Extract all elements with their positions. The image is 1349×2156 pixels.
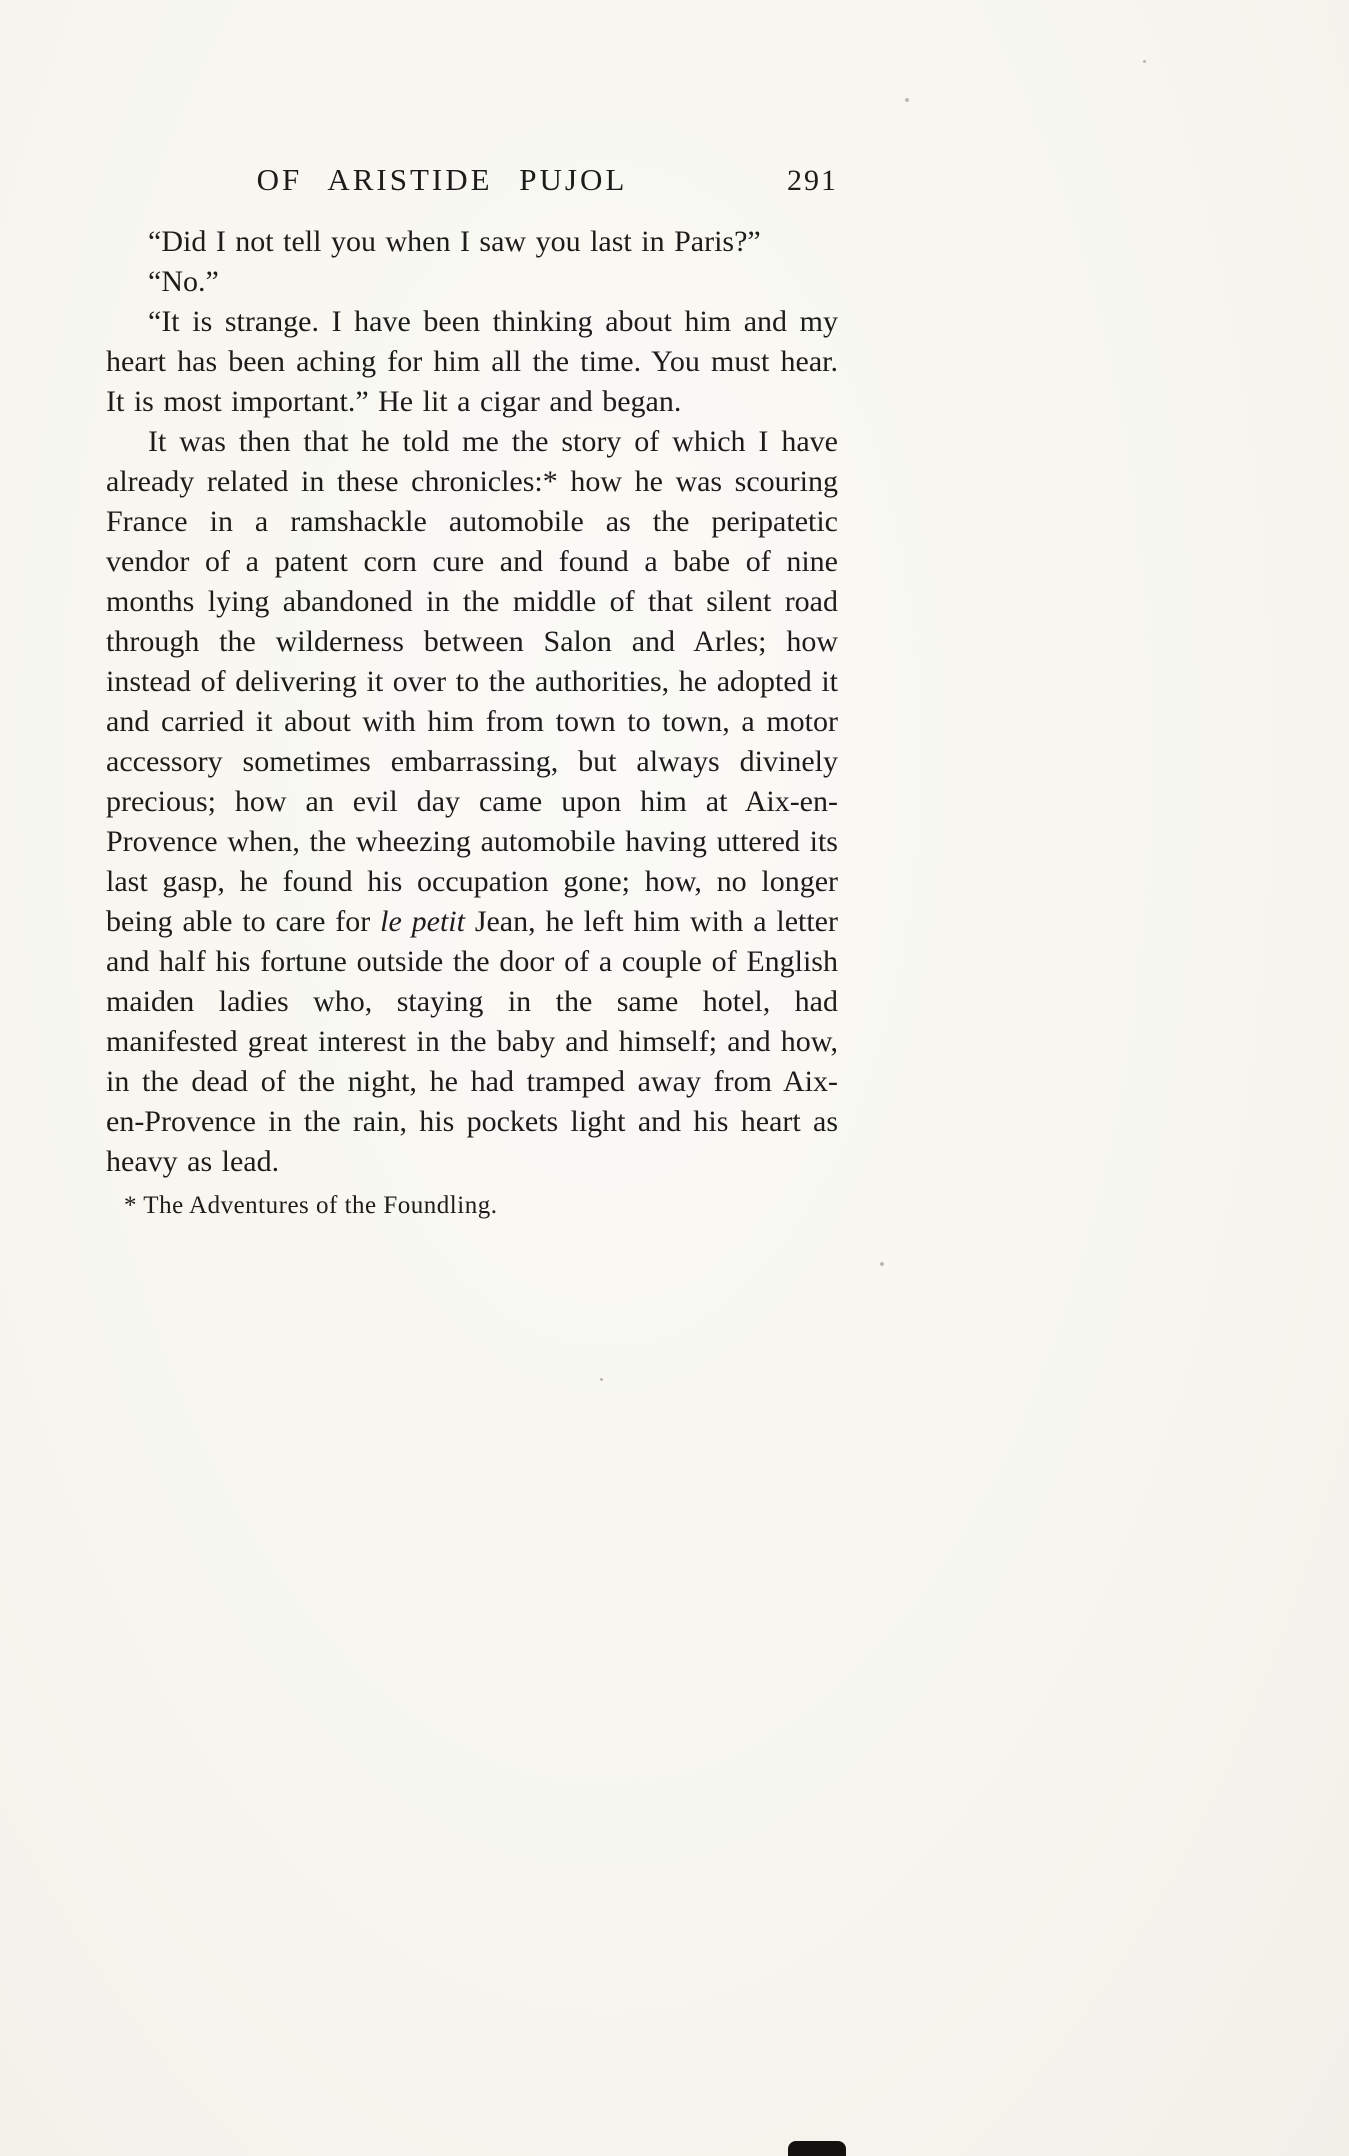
scan-speck: [880, 1262, 884, 1266]
paragraph: [106, 222, 838, 262]
paragraph: [106, 302, 838, 422]
scan-artifact: [788, 2141, 846, 2156]
page-header: [106, 162, 838, 198]
paragraph: [106, 262, 838, 302]
paragraph: [106, 422, 838, 1182]
paragraphs: [106, 222, 838, 1182]
text-segment: Jean, he left him with a letter and half his fortune outside the door of a couple of English maiden ladies who, staying in the same hotel, had manifested great interest in the baby and himself; and how, in the dead of the night, he had tramped away from Aix-en-Provence in the rain, his pockets light and his heart as heavy as lead.: [106, 905, 838, 1178]
text-segment: “No.”: [148, 265, 219, 298]
text-segment: “Did I not tell you when I saw you last in Paris?”: [148, 225, 761, 258]
running-title: OF ARISTIDE PUJOL: [256, 162, 628, 197]
scan-speck: [1143, 60, 1146, 63]
scan-speck: [905, 98, 909, 102]
italic-text: le petit: [380, 905, 465, 938]
footnote: * The Adventures of the Foundling.: [124, 1192, 498, 1219]
text-segment: It was then that he told me the story of which I have already related in these chronicles:* how he was scouring France in a ramshackle automobile as the peripatetic vendor of a patent corn cure and found a babe of nine months lying abandoned in the middle of that silent road through the wilderness between Salon and Arles; how instead of delivering it over to the authorities, he adopted it and carried it about with him from town to town, a motor accessory sometimes embarrassing, but always divinely precious; how an evil day came upon him at Aix-en-Provence when, the wheezing automobile having uttered its last gasp, he found his occupation gone; how, no longer being able to care for: [106, 425, 838, 938]
text-segment: “It is strange. I have been thinking about him and my heart has been aching for him all the time. You must hear. It is most important.” He lit a cigar and began.: [106, 305, 838, 418]
page-number: 291: [787, 164, 838, 197]
scan-speck: [600, 1378, 603, 1381]
text-block: [106, 162, 838, 1222]
